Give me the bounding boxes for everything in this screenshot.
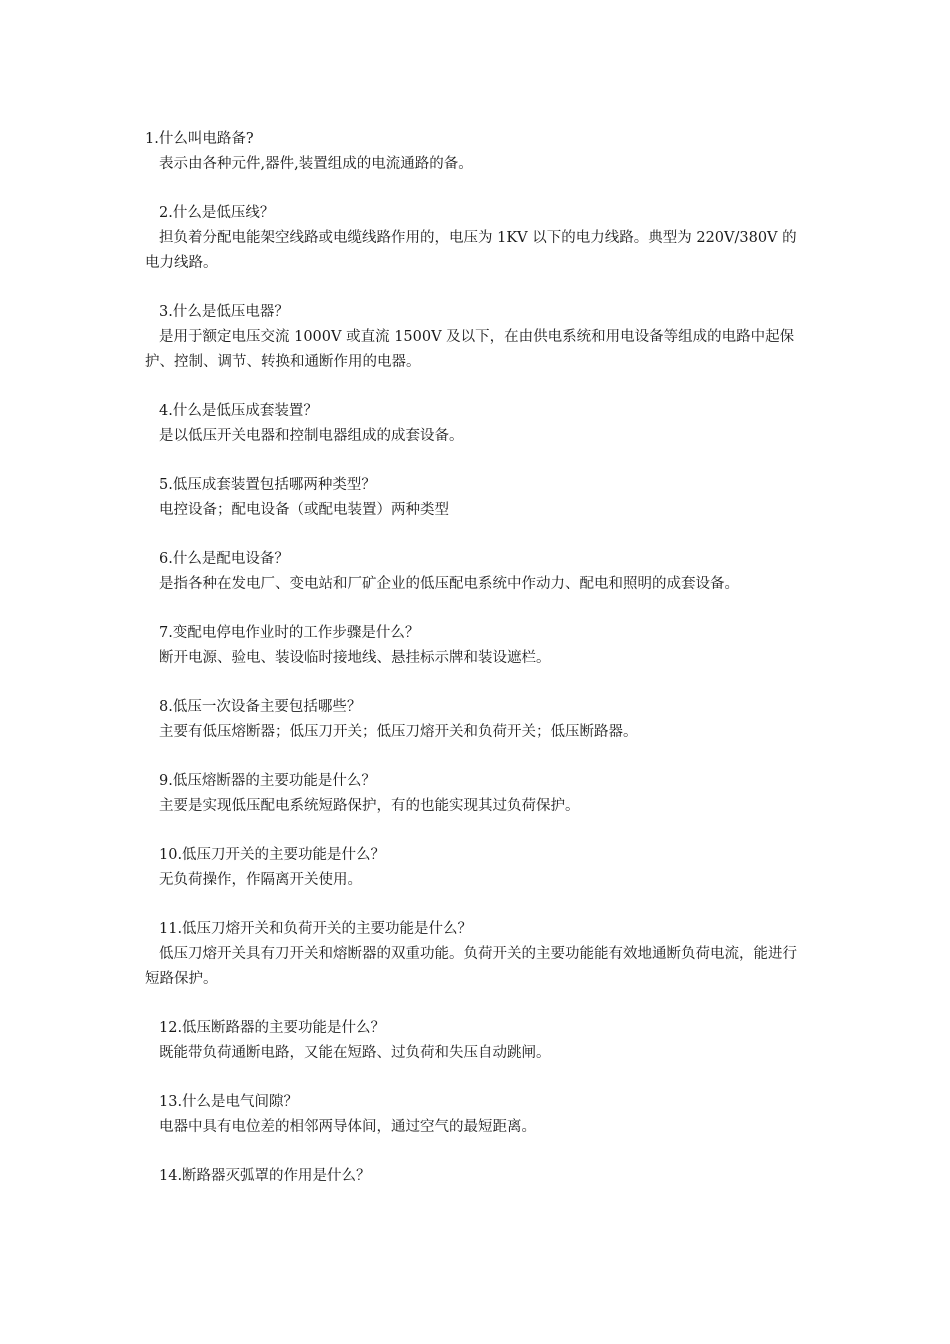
qa-item-14 [145,1164,808,1189]
question: 10.低压刀开关的主要功能是什么？ [159,847,386,863]
answer: 表示由各种元件,器件,装置组成的电流通路的备。 [159,156,473,172]
answer: 低压刀熔开关具有刀开关和熔断器的双重功能。负荷开关的主要功能能有效地通断负荷电流，能进行短路保护。 [145,946,797,987]
question: 5.低压成套装置包括哪两种类型？ [159,477,376,493]
question: 3.什么是低压电器？ [159,304,289,320]
answer: 主要有低压熔断器；低压刀开关；低压刀熔开关和负荷开关；低压断路器。 [159,724,638,740]
answer: 电控设备；配电设备（或配电装置）两种类型 [159,502,449,518]
question: 12.低压断路器的主要功能是什么？ [159,1020,386,1036]
answer: 既能带负荷通断电路，又能在短路、过负荷和失压自动跳闸。 [159,1045,551,1061]
question: 14.断路器灭弧罩的作用是什么？ [159,1168,371,1184]
answer: 是用于额定电压交流 1000V 或直流 1500V 及以下，在由供电系统和用电设备等组成的电路中起保护、控制、调节、转换和通断作用的电器。 [145,329,795,370]
answer: 主要是实现低压配电系统短路保护，有的也能实现其过负荷保护。 [159,798,580,814]
question: 11.低压刀熔开关和负荷开关的主要功能是什么？ [159,921,473,937]
qa-item-2 [145,201,808,276]
qa-item-12 [145,1016,808,1066]
qa-item-11 [145,917,808,992]
question: 13.什么是电气间隙？ [159,1094,299,1110]
document-page [145,127,808,1213]
qa-item-1 [145,127,808,177]
question: 9.低压熔断器的主要功能是什么？ [159,773,376,789]
qa-item-13 [145,1090,808,1140]
question: 1.什么叫电路备? [145,131,254,147]
qa-item-10 [145,843,808,893]
answer: 是指各种在发电厂、变电站和厂矿企业的低压配电系统中作动力、配电和照明的成套设备。 [159,576,739,592]
qa-item-8 [145,695,808,745]
qa-item-9 [145,769,808,819]
question: 7.变配电停电作业时的工作步骤是什么？ [159,625,420,641]
question: 6.什么是配电设备？ [159,551,289,567]
answer: 是以低压开关电器和控制电器组成的成套设备。 [159,428,464,444]
answer: 无负荷操作，作隔离开关使用。 [159,872,362,888]
question: 8.低压一次设备主要包括哪些？ [159,699,362,715]
answer: 断开电源、验电、装设临时接地线、悬挂标示牌和装设遮栏。 [159,650,551,666]
qa-item-7 [145,621,808,671]
answer: 担负着分配电能架空线路或电缆线路作用的，电压为 1KV 以下的电力线路。典型为 220V/380V 的电力线路。 [145,230,797,271]
qa-item-6 [145,547,808,597]
qa-item-5 [145,473,808,523]
qa-item-4 [145,399,808,449]
qa-item-3 [145,300,808,375]
answer: 电器中具有电位差的相邻两导体间，通过空气的最短距离。 [159,1119,536,1135]
question: 2.什么是低压线？ [159,205,275,221]
question: 4.什么是低压成套装置？ [159,403,318,419]
